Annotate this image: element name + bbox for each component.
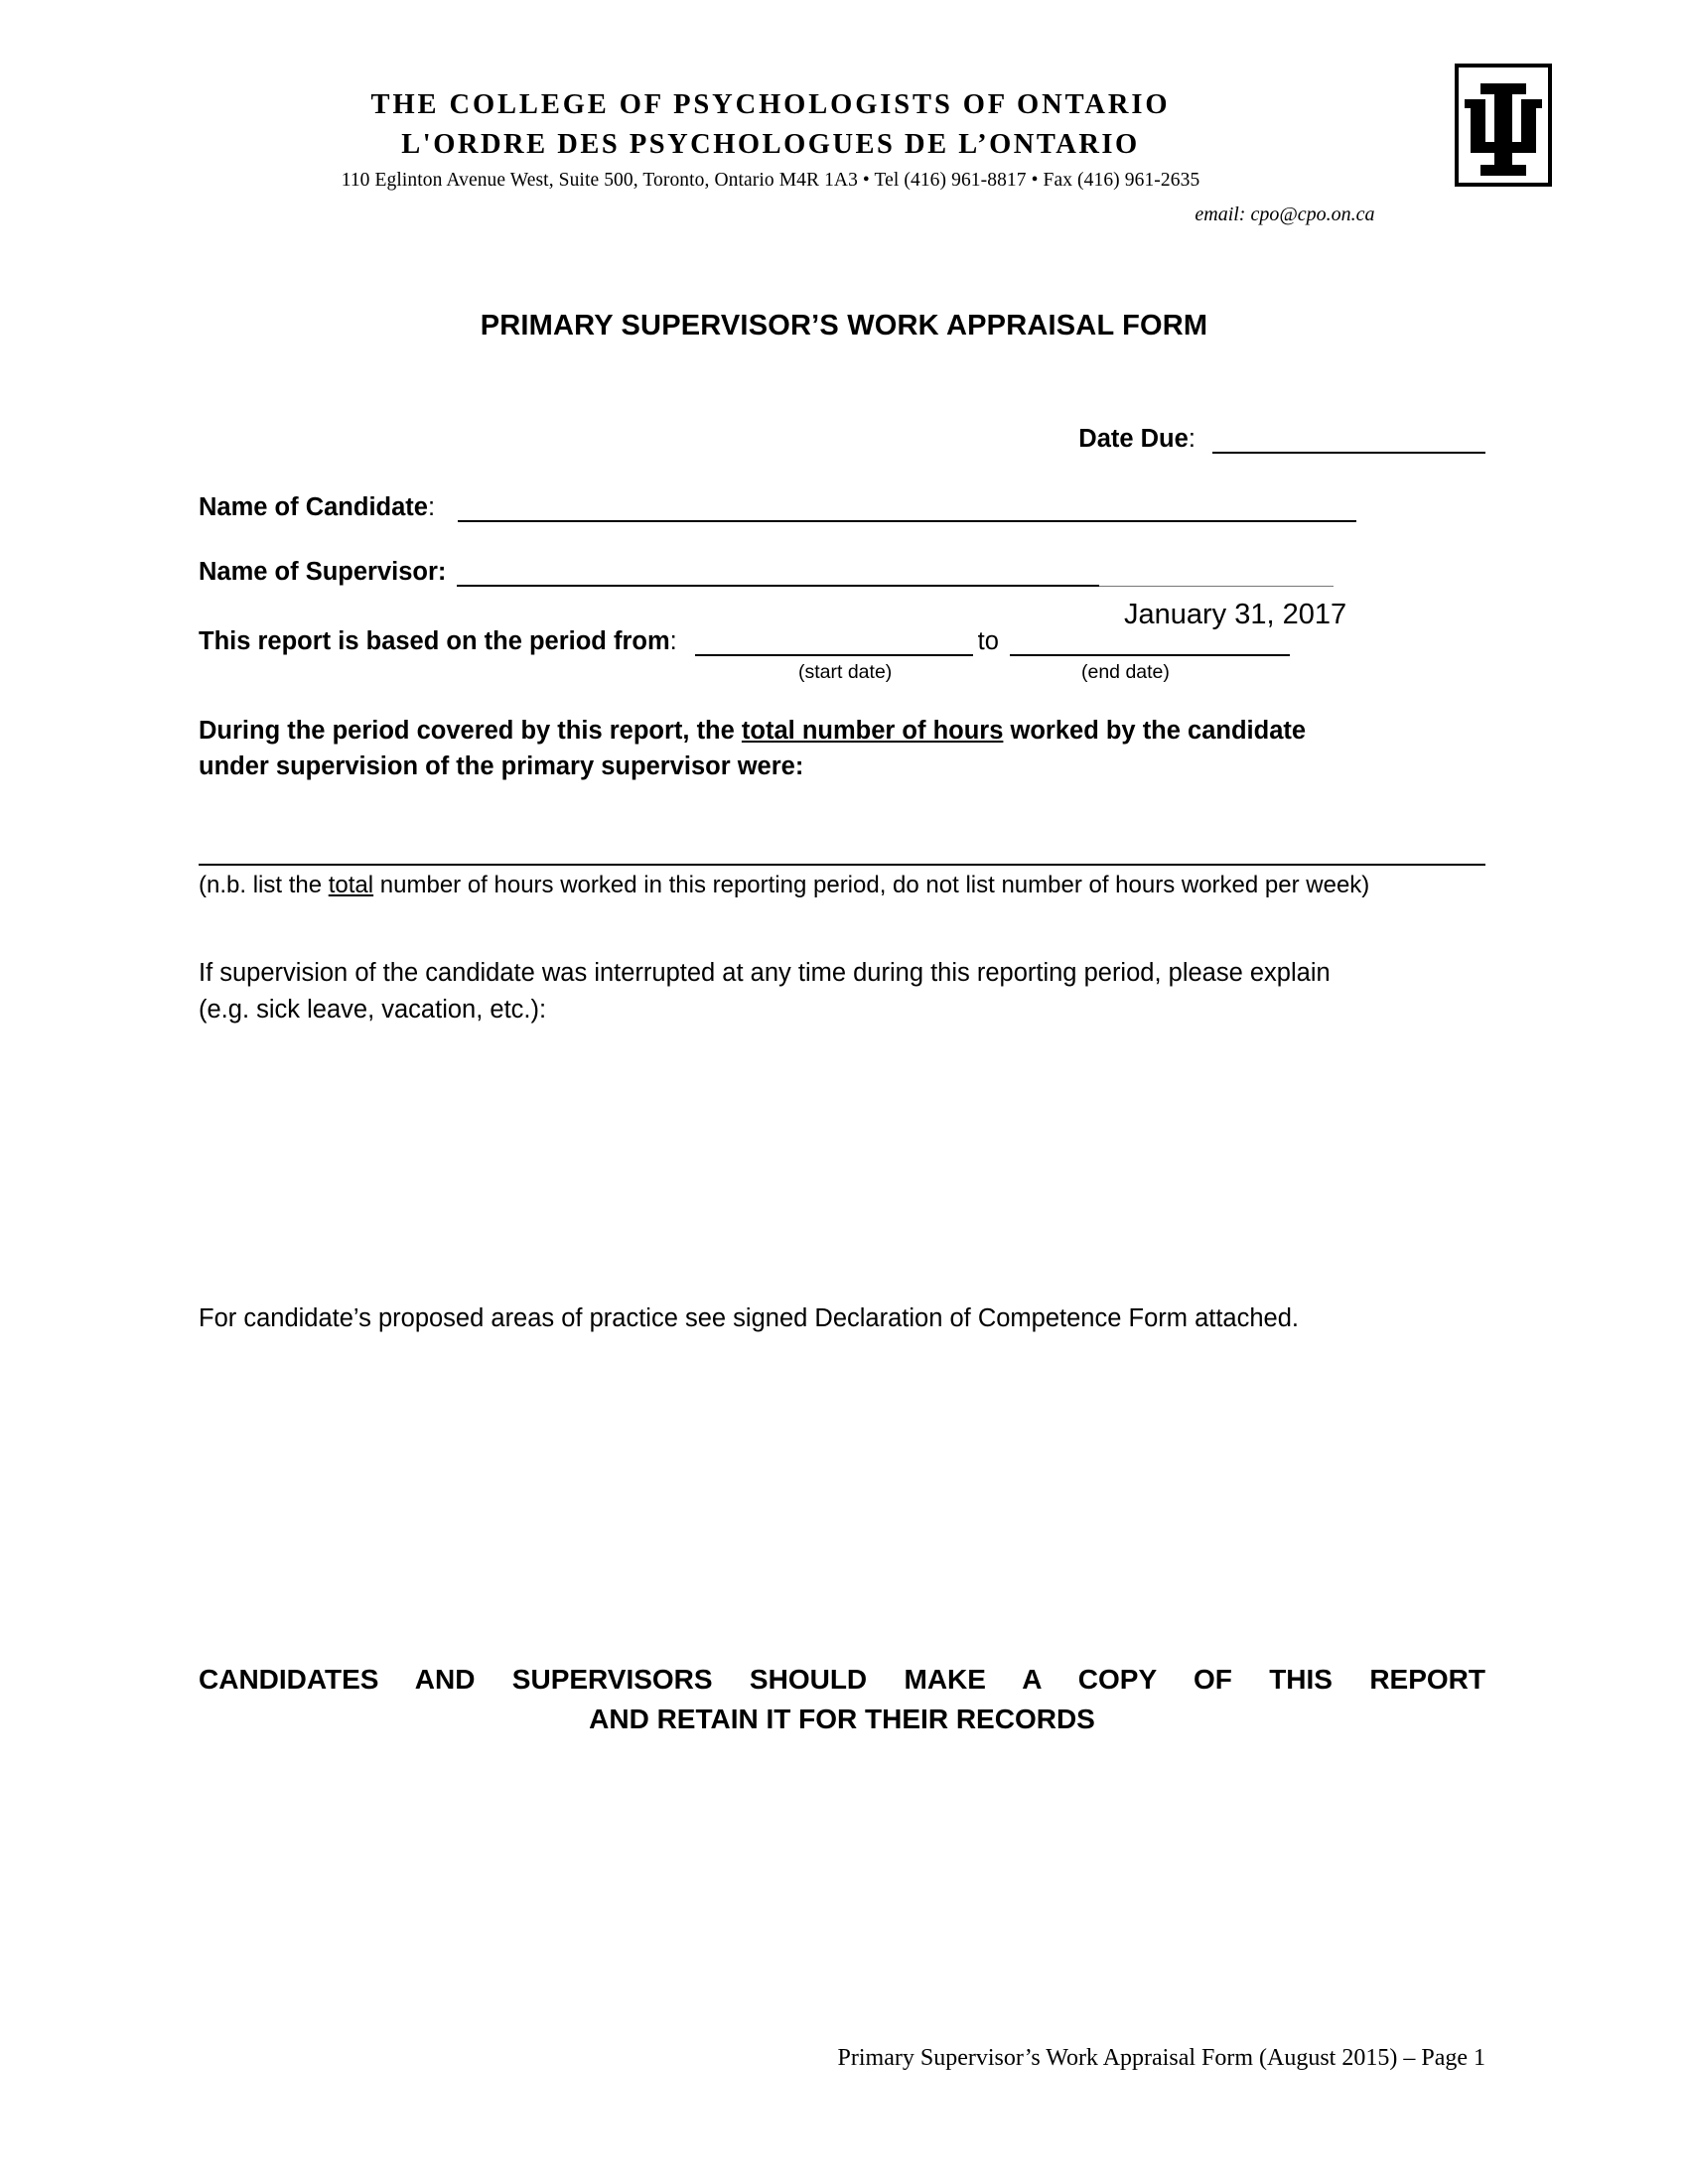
period-colon: : — [669, 627, 677, 655]
date-due-colon: : — [1188, 425, 1196, 453]
interruption-question: If supervision of the candidate was interrupted at any time during this reporting period, please explain (e.g. sick leave, vacation, etc.): — [199, 959, 1331, 1024]
hours-statement-part2: worked by the candidate under supervision of the primary supervisor were: — [199, 717, 1307, 781]
organization-name-english: THE COLLEGE OF PSYCHOLOGISTS OF ONTARIO — [370, 89, 1171, 120]
date-due-label: Date Due — [1078, 425, 1189, 453]
supervisor-name-input-extension — [1099, 569, 1334, 587]
supervisor-row — [199, 558, 1485, 587]
psi-logo-icon — [1455, 64, 1552, 187]
retain-copy-notice-line2: AND RETAIN IT FOR THEIR RECORDS — [589, 1704, 1095, 1735]
supervisor-label: Name of Supervisor: — [199, 558, 447, 586]
start-date-caption: (start date) — [798, 661, 893, 683]
period-start-date-input[interactable] — [695, 637, 973, 656]
retain-copy-notice — [199, 1660, 1485, 1739]
candidate-label: Name of Candidate — [199, 493, 428, 521]
supervisor-name-input[interactable] — [457, 568, 1099, 587]
total-hours-input[interactable] — [199, 864, 1485, 866]
hours-note-part1: (n.b. list the — [199, 872, 329, 898]
period-to-word: to — [977, 627, 999, 655]
candidate-row — [199, 493, 1485, 522]
organization-email: email: cpo@cpo.on.ca — [1195, 204, 1375, 226]
period-row — [199, 599, 1485, 683]
page-footer: Primary Supervisor’s Work Appraisal Form (August 2015) – Page 1 — [837, 2045, 1485, 2071]
total-hours-statement — [199, 713, 1370, 784]
form-title: PRIMARY SUPERVISOR’S WORK APPRAISAL FORM — [480, 310, 1208, 341]
hours-statement-emphasis: total number of hours — [741, 717, 1004, 745]
candidate-colon: : — [427, 493, 436, 521]
period-end-date-input[interactable] — [1010, 637, 1290, 656]
organization-address: 110 Eglinton Avenue West, Suite 500, Toronto, Ontario M4R 1A3 • Tel (416) 961-8817 • Fax (416) 961-2635 — [341, 169, 1200, 191]
period-label: This report is based on the period from — [199, 627, 670, 655]
hours-statement-part1: During the period covered by this report, the — [199, 717, 742, 745]
competence-form-note: For candidate’s proposed areas of practice see signed Declaration of Competence Form attached. — [199, 1304, 1299, 1332]
letterhead — [0, 85, 1688, 230]
candidate-name-input[interactable] — [458, 503, 1356, 522]
end-date-caption: (end date) — [1081, 661, 1170, 683]
date-due-input[interactable] — [1212, 425, 1485, 454]
hours-note — [199, 869, 1489, 902]
retain-copy-notice-line1: CANDIDATES AND SUPERVISORS SHOULD MAKE A COPY OF THIS REPORT — [199, 1664, 1485, 1695]
organization-name-french: L'ORDRE DES PSYCHOLOGUES DE L’ONTARIO — [401, 129, 1140, 161]
period-end-date-value: January 31, 2017 — [1124, 599, 1347, 630]
hours-note-part2: number of hours worked in this reporting period, do not list number of hours worked per week) — [373, 872, 1370, 898]
hours-note-emphasis: total — [328, 872, 374, 898]
date-due-row — [199, 425, 1485, 454]
